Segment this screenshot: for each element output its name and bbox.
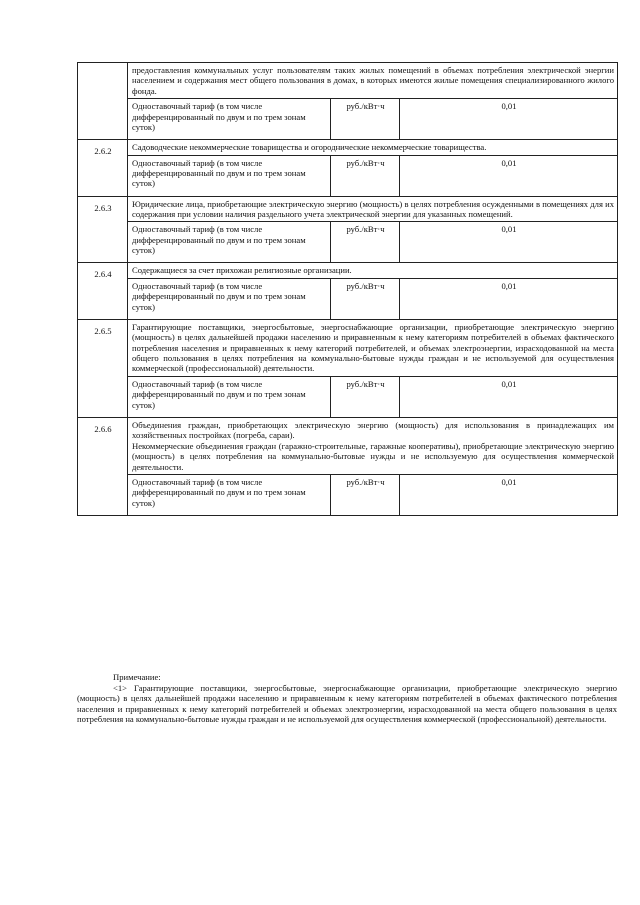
rate-unit: руб./кВт·ч	[331, 474, 400, 515]
tariff-row	[78, 278, 618, 319]
tariff-row	[78, 99, 618, 140]
category-paragraph: Содержащиеся за счет прихожан религиозные организации.	[132, 265, 352, 276]
category-row	[78, 196, 618, 222]
tariff-table	[77, 62, 618, 516]
rate-name: Одноставочный тариф (в том числе дифференцированный по двум и по трем зонам суток)	[128, 155, 331, 196]
category-paragraph: Юридические лица, приобретающие электрическую энергию (мощность) в целях потребления осужденными в помещениях для их содержания при условии наличия раздельного учета электрической энергии для указанных помещений.	[132, 198, 614, 220]
tariff-row	[78, 222, 618, 263]
category-row	[78, 263, 618, 278]
notes-section	[77, 672, 617, 725]
rate-name: Одноставочный тариф (в том числе дифференцированный по двум и по трем зонам суток)	[128, 278, 331, 319]
category-paragraph: Садоводческие некоммерческие товарищества и огороднические некоммерческие товарищества.	[132, 142, 487, 153]
category-description: предоставления коммунальных услуг пользователям таких жилых помещений в объемах потребления электрической энергии населением и содержания мест общего пользования в домах, в которых имеются жилые помещения специализированного жилого фонда.	[128, 63, 618, 99]
footnote-text: <1> Гарантирующие поставщики, энергосбытовые, энергоснабжающие организации, приобретающие электрическую энергию (мощность) в целях дальнейшей продажи населению и приравненным к нему категориям потребителей в объемах фактического потребления населения и приравненных к нему категорий потребителей и объемах электроэнергии, израсходованной на места общего пользования в целях потребления на коммунально-бытовые нужды граждан и не используемой для осуществления коммерческой (профессиональной) деятельности.	[77, 682, 617, 724]
rate-value: 0,01	[400, 474, 618, 515]
item-number: 2.6.3	[78, 196, 128, 263]
notes-title: Примечание:	[113, 672, 161, 682]
continuation-row	[78, 63, 618, 99]
rate-unit: руб./кВт·ч	[331, 376, 400, 417]
item-number: 2.6.6	[78, 417, 128, 515]
tariff-row	[78, 474, 618, 515]
category-description	[128, 196, 618, 222]
category-paragraph: Гарантирующие поставщики, энергосбытовые, энергоснабжающие организации, приобретающие электрическую энергию (мощность) в целях дальнейшей продажи населению и приравненным к нему категориям потребителей в объемах фактического потребления населения и приравненных к нему категорий потребителей, и объемах электроэнергии, израсходованной на места общего пользования в целях потребления на коммунально-бытовые нужды граждан и не используемой для осуществления коммерческой (профессиональной) деятельности.	[132, 321, 614, 374]
rate-name: Одноставочный тариф (в том числе дифференцированный по двум и по трем зонам суток)	[128, 376, 331, 417]
item-number: 2.6.2	[78, 140, 128, 196]
category-row	[78, 140, 618, 155]
category-paragraph: Объединения граждан, приобретающих электрическую энергию (мощность) для использования в принадлежащих им хозяйственных постройках (погреба, сараи).	[132, 419, 614, 441]
tariff-row	[78, 155, 618, 196]
empty-number-cell	[78, 63, 128, 140]
category-description	[128, 263, 618, 278]
rate-value: 0,01	[400, 376, 618, 417]
rate-name: Одноставочный тариф (в том числе дифференцированный по двум и по трем зонам суток)	[128, 474, 331, 515]
category-description	[128, 417, 618, 474]
rate-unit: руб./кВт·ч	[331, 278, 400, 319]
category-row	[78, 319, 618, 376]
rate-unit: руб./кВт·ч	[331, 155, 400, 196]
item-number: 2.6.5	[78, 319, 128, 417]
rate-value: 0,01	[400, 99, 618, 140]
rate-unit: руб./кВт·ч	[331, 222, 400, 263]
category-description	[128, 319, 618, 376]
category-row	[78, 417, 618, 474]
rate-name: Одноставочный тариф (в том числе дифференцированный по двум и по трем зонам суток)	[128, 222, 331, 263]
rate-value: 0,01	[400, 222, 618, 263]
category-paragraph: Некоммерческие объединения граждан (гаражно-строительные, гаражные кооперативы), приобретающие электрическую энергию (мощность) в целях потребления на коммунально-бытовые нужды и не используемую для осуществления коммерческой деятельности.	[132, 440, 614, 472]
category-description	[128, 140, 618, 155]
rate-value: 0,01	[400, 278, 618, 319]
rate-name: Одноставочный тариф (в том числе дифференцированный по двум и по трем зонам суток)	[128, 99, 331, 140]
rate-unit: руб./кВт·ч	[331, 99, 400, 140]
rate-value: 0,01	[400, 155, 618, 196]
item-number: 2.6.4	[78, 263, 128, 319]
tariff-row	[78, 376, 618, 417]
